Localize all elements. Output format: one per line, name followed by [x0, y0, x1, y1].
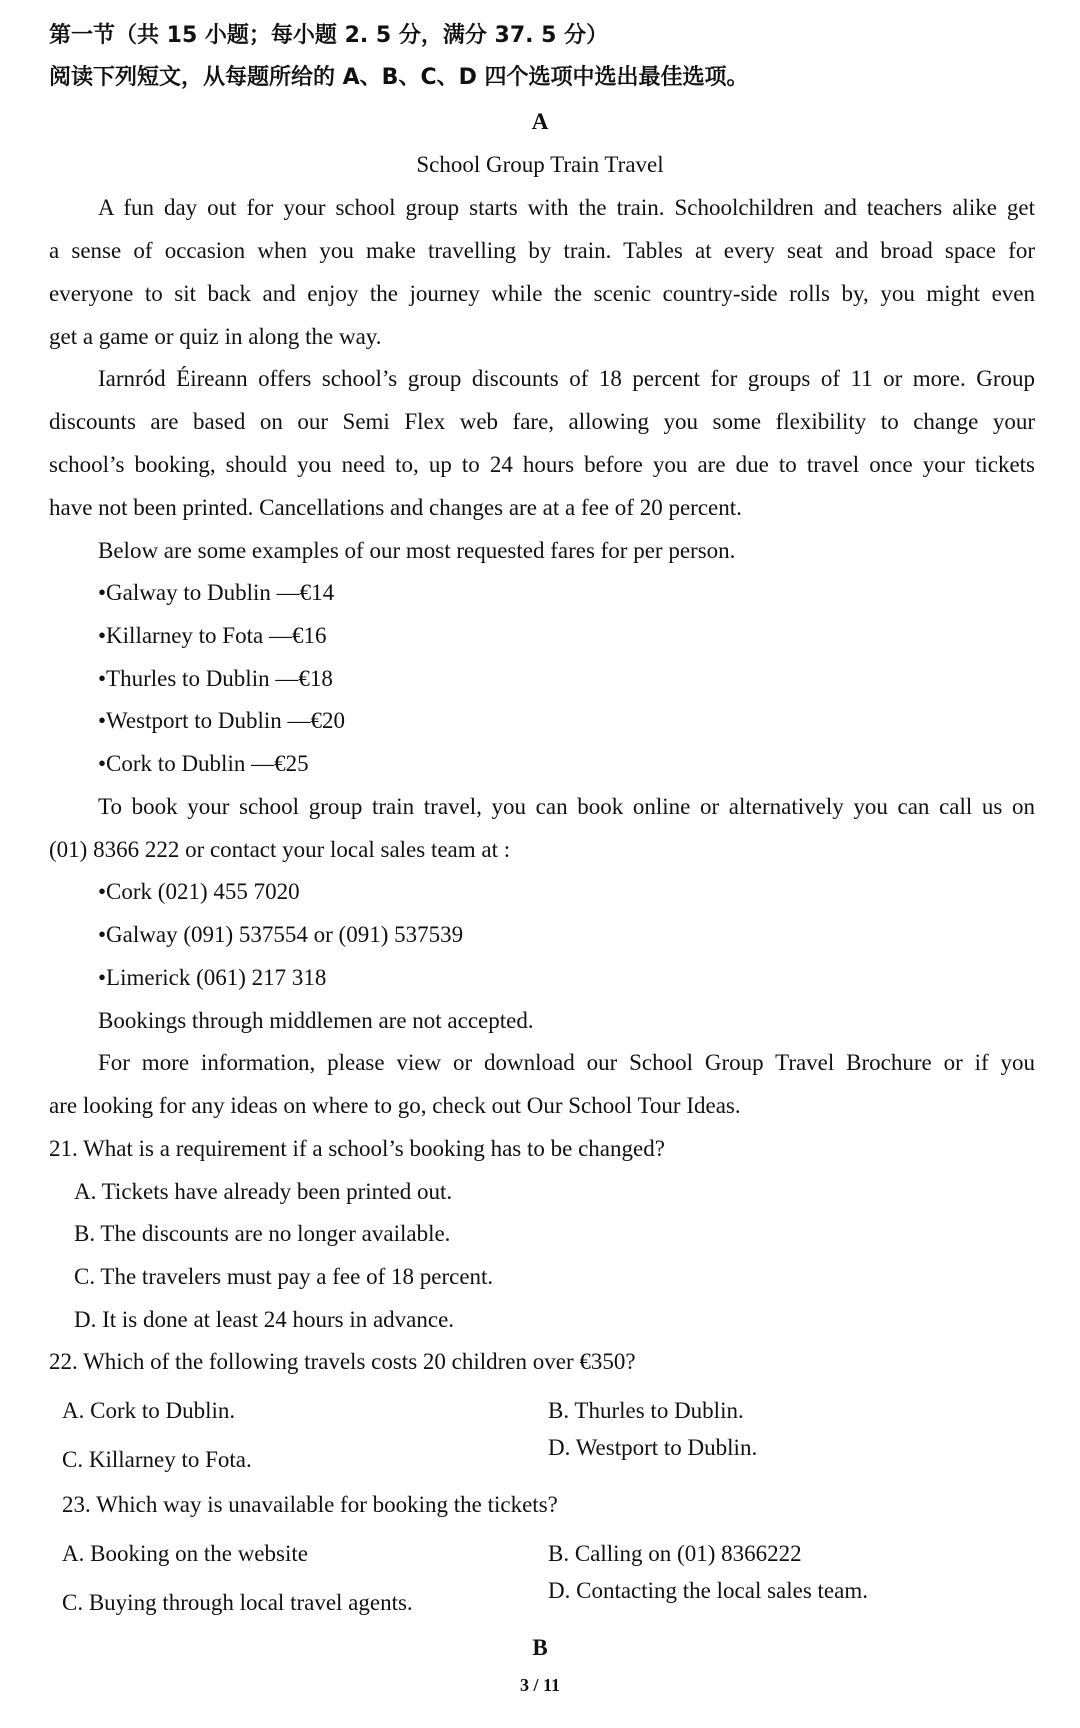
section-title: 第一节（共 15 小题；每小题 2. 5 分，满分 37. 5 分）: [49, 23, 609, 48]
question-23-option: C. Buying through local travel agents.: [62, 1590, 413, 1615]
paragraph-5: Bookings through middlemen are not accepted.: [98, 1008, 534, 1033]
question-22-option: D. Westport to Dublin.: [548, 1435, 758, 1460]
fare-item: •Galway to Dublin —€14: [98, 580, 335, 605]
paragraph-1-line: a sense of occasion when you make travelling by train. Tables at every seat and broad space for: [49, 238, 1035, 263]
fare-item: •Thurles to Dublin —€18: [98, 666, 333, 691]
question-23-option: A. Booking on the website: [62, 1541, 308, 1566]
question-22-option: A. Cork to Dublin.: [62, 1398, 236, 1423]
fare-item: •Cork to Dublin —€25: [98, 751, 309, 776]
page-number: 3 / 11: [519, 1675, 560, 1695]
question-23-option: B. Calling on (01) 8366222: [548, 1541, 802, 1566]
question-21-option: A. Tickets have already been printed out.: [74, 1179, 453, 1204]
passage-title: School Group Train Travel: [416, 152, 664, 177]
question-21-option: D. It is done at least 24 hours in advance.: [74, 1307, 455, 1332]
paragraph-4-line: (01) 8366 222 or contact your local sales team at :: [49, 837, 511, 862]
contact-item: •Limerick (061) 217 318: [98, 965, 327, 990]
contact-item: •Galway (091) 537554 or (091) 537539: [98, 922, 464, 947]
instruction: 阅读下列短文，从每题所给的 A、B、C、D 四个选项中选出最佳选项。: [49, 65, 749, 90]
paragraph-2-line: Iarnród Éireann offers school’s group discounts of 18 percent for groups of 11 or more. Group: [98, 366, 1035, 391]
question-23-stem: 23. Which way is unavailable for booking the tickets?: [62, 1492, 558, 1517]
contact-item: •Cork (021) 455 7020: [98, 879, 300, 904]
paragraph-2-line: have not been printed. Cancellations and changes are at a fee of 20 percent.: [49, 495, 742, 520]
passage-b-label: B: [532, 1635, 548, 1660]
paragraph-2-line: school’s booking, should you need to, up to 24 hours before you are due to travel once your tickets: [49, 452, 1035, 477]
paragraph-6-line: are looking for any ideas on where to go, check out Our School Tour Ideas.: [49, 1093, 741, 1118]
paragraph-2-line: discounts are based on our Semi Flex web fare, allowing you some flexibility to change your: [49, 409, 1035, 434]
question-22-stem: 22. Which of the following travels costs 20 children over €350?: [49, 1349, 636, 1374]
question-21-option: C. The travelers must pay a fee of 18 percent.: [74, 1264, 494, 1289]
fare-item: •Westport to Dublin —€20: [98, 708, 346, 733]
paragraph-4-line: To book your school group train travel, you can book online or alternatively you can call us on: [98, 794, 1035, 819]
paragraph-1-line: get a game or quiz in along the way.: [49, 324, 382, 349]
passage-a-label: A: [531, 109, 549, 134]
paragraph-1-line: A fun day out for your school group starts with the train. Schoolchildren and teachers alike get: [98, 195, 1035, 220]
fare-item: •Killarney to Fota —€16: [98, 623, 327, 648]
question-21-stem: 21. What is a requirement if a school’s booking has to be changed?: [49, 1136, 665, 1161]
paragraph-6-line: For more information, please view or download our School Group Travel Brochure or if you: [98, 1050, 1035, 1075]
paragraph-3: Below are some examples of our most requested fares for per person.: [98, 538, 736, 563]
question-23-option: D. Contacting the local sales team.: [548, 1578, 868, 1603]
paragraph-1-line: everyone to sit back and enjoy the journey while the scenic country-side rolls by, you might even: [49, 281, 1035, 306]
question-22-option: B. Thurles to Dublin.: [548, 1398, 744, 1423]
question-22-option: C. Killarney to Fota.: [62, 1447, 252, 1472]
question-21-option: B. The discounts are no longer available.: [74, 1221, 451, 1246]
